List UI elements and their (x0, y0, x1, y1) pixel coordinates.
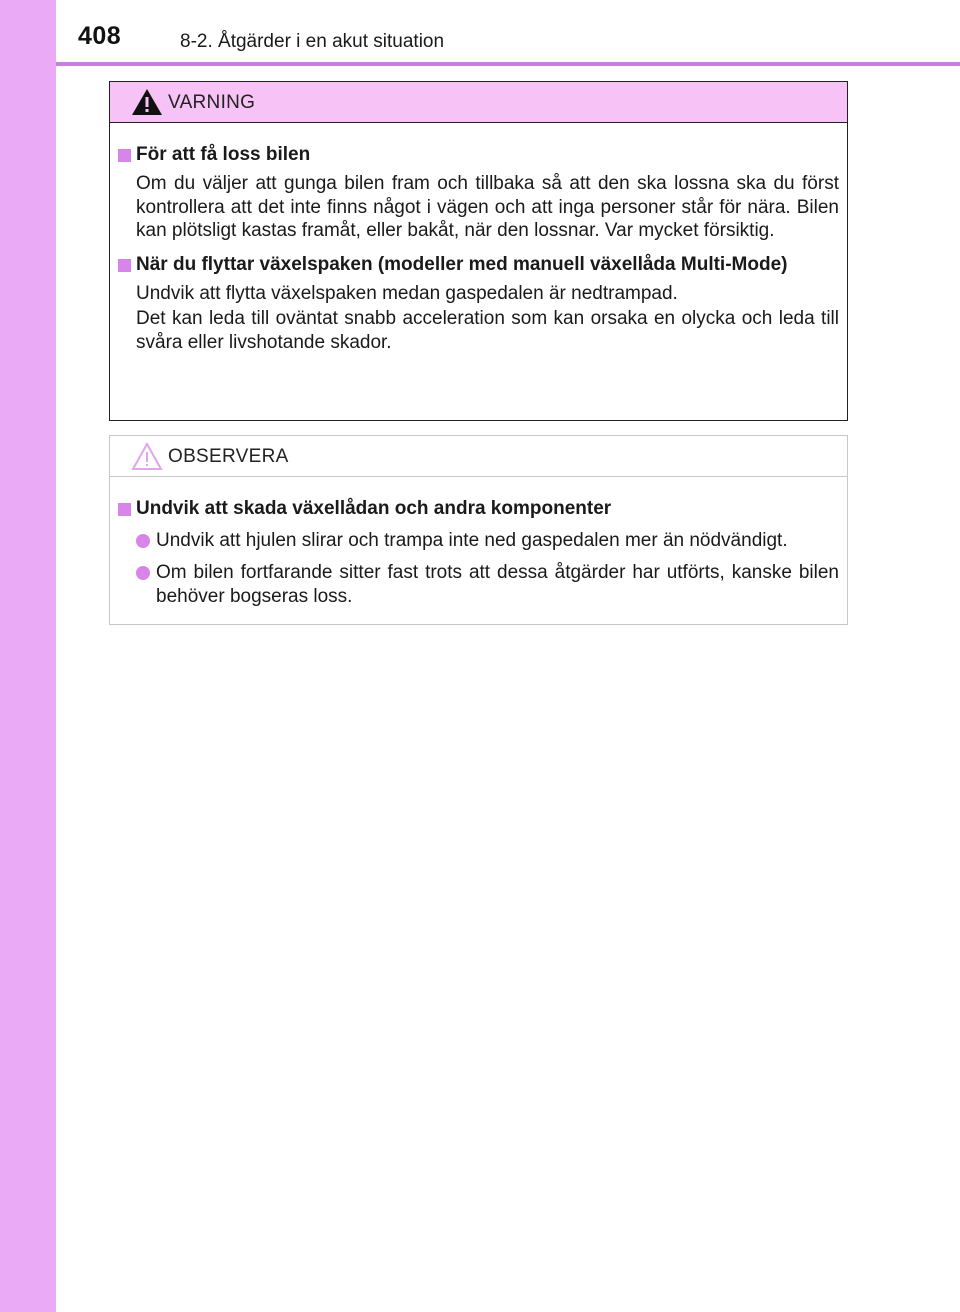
warning-item (118, 143, 839, 243)
notice-bullet-text: Om bilen fortfarande sitter fast trots att dessa åtgärder har utförts, kanske bilen behöver bogseras loss. (156, 562, 839, 607)
square-bullet-icon (118, 503, 131, 516)
notice-bullet (136, 561, 839, 609)
warning-item (118, 253, 839, 355)
warning-item-text: Det kan leda till oväntat snabb acceleration som kan orsaka en olycka och leda till svåra eller livshotande skador. (136, 308, 839, 353)
notice-bullet (136, 529, 839, 553)
section-title: 8-2. Åtgärder i en akut situation (180, 31, 445, 52)
caution-triangle-icon (130, 441, 164, 471)
warning-item-text: Om du väljer att gunga bilen fram och tillbaka så att den ska lossna ska du först kontrollera att det inte finns något i vägen och att inga personer står för nära. Bilen kan plötsligt kastas framåt, eller bakåt, när den lossnar. Var mycket försiktig. (136, 173, 839, 241)
page-number: 408 (78, 22, 122, 50)
warning-box (109, 81, 848, 421)
warning-item-text: Undvik att flytta växelspaken medan gaspedalen är nedtrampad. (136, 282, 678, 304)
notice-label: OBSERVERA (168, 446, 289, 467)
notice-bullet-text: Undvik att hjulen slirar och trampa inte ned gaspedalen mer än nödvändigt. (156, 530, 788, 551)
round-bullet-icon (136, 566, 150, 580)
warning-triangle-icon (130, 87, 164, 117)
notice-body (110, 477, 847, 609)
notice-item-title: Undvik att skada växellådan och andra komponenter (136, 498, 612, 519)
warning-item-title: För att få loss bilen (136, 144, 311, 165)
warning-body (110, 123, 847, 354)
notice-box (109, 435, 848, 625)
side-band (0, 0, 56, 1312)
header-rule (56, 62, 960, 66)
warning-header (110, 82, 847, 123)
warning-label: VARNING (168, 92, 256, 113)
square-bullet-icon (118, 149, 131, 162)
warning-item-title: När du flyttar växelspaken (modeller med manuell växellåda Multi-Mode) (136, 253, 788, 275)
notice-header (110, 436, 847, 477)
round-bullet-icon (136, 534, 150, 548)
page-header (56, 0, 960, 68)
square-bullet-icon (118, 259, 131, 272)
notice-item (118, 497, 839, 609)
